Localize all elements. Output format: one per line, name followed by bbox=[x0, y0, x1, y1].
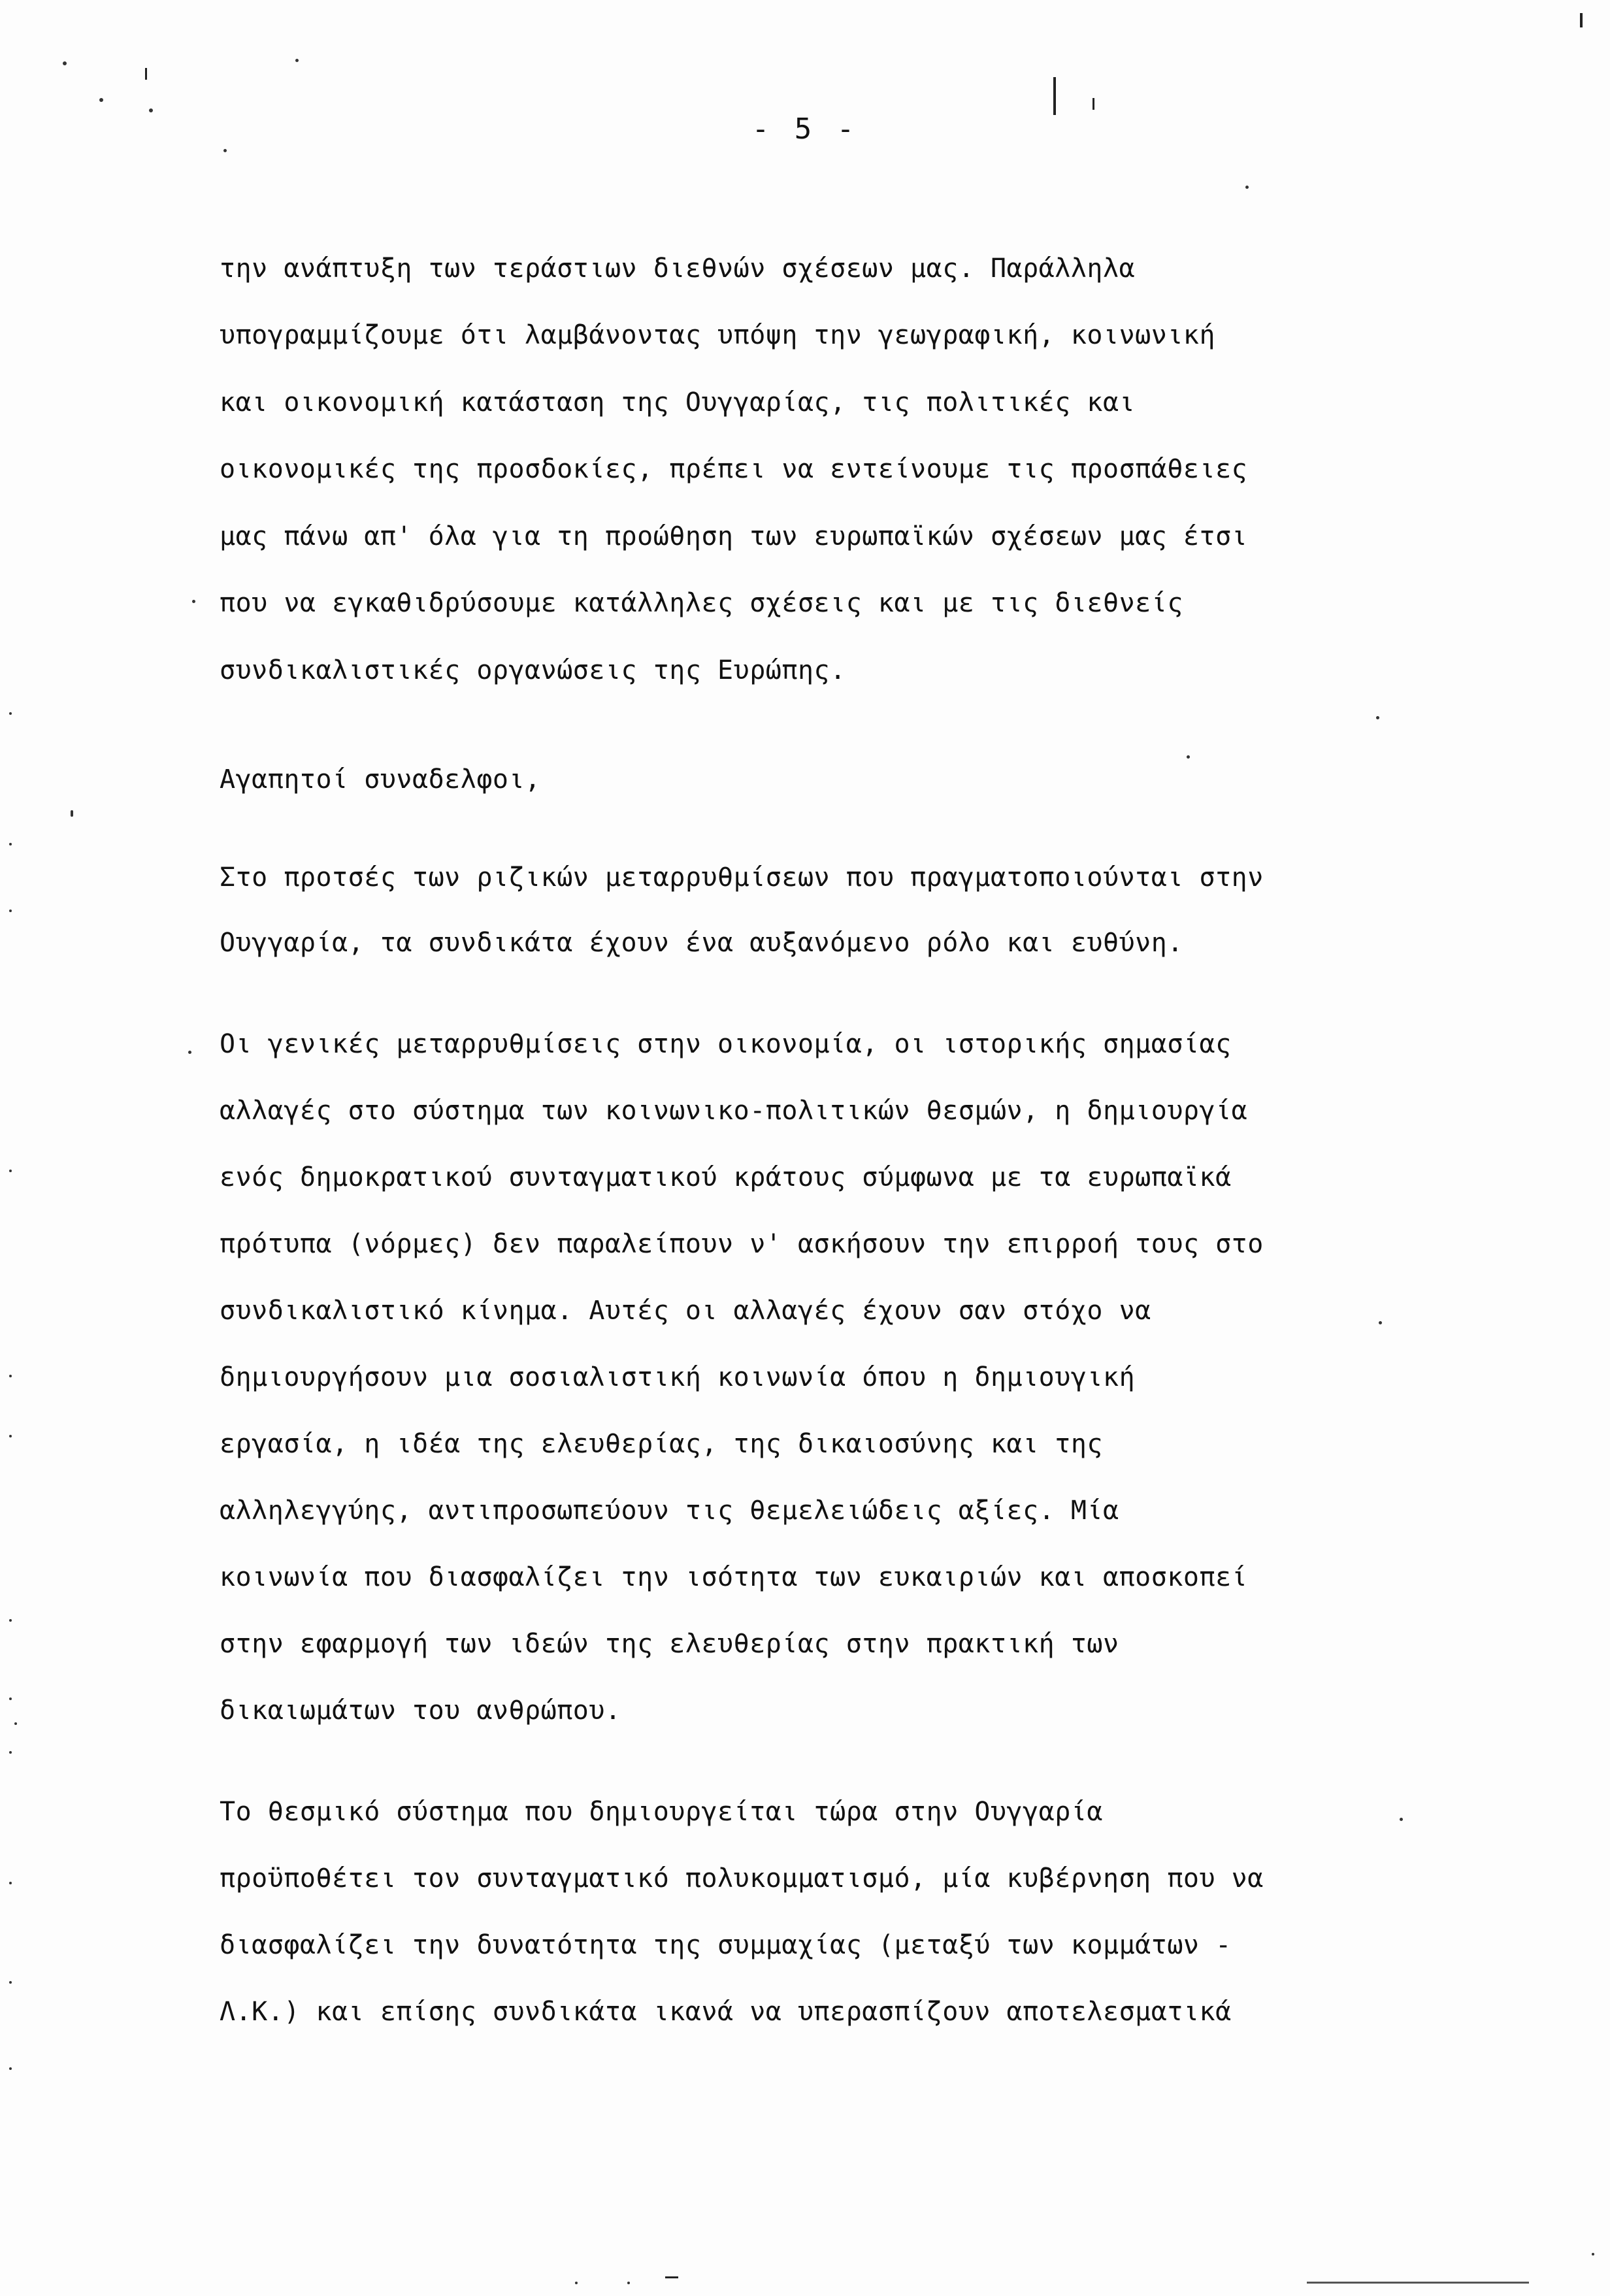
text-line: δικαιωμάτων του ανθρώπου. bbox=[220, 1696, 621, 1726]
text-line: την ανάπτυξη των τεράστιων διεθνών σχέσεων μας. Παράλληλα bbox=[220, 254, 1136, 284]
scan-speck bbox=[14, 1722, 17, 1725]
scan-speck bbox=[9, 1751, 12, 1754]
page-number: - 5 - bbox=[751, 112, 859, 146]
text-line: Λ.Κ.) και επίσης συνδικάτα ικανά να υπερασπίζουν αποτελεσματικά bbox=[220, 1997, 1232, 2027]
text-line: Στο προτσές των ριζικών μεταρρυθμίσεων που πραγματοποιούνται στην bbox=[220, 862, 1264, 893]
scan-speck bbox=[1187, 755, 1190, 759]
scan-mark bbox=[1053, 77, 1056, 115]
text-line: οικονομικές της προσδοκίες, πρέπει να εντείνουμε τις προσπάθειες bbox=[220, 454, 1248, 484]
scan-mark bbox=[665, 2276, 678, 2278]
scan-mark bbox=[1580, 13, 1583, 27]
text-line: Αγαπητοί συναδελφοι, bbox=[220, 764, 541, 795]
text-line: που να εγκαθιδρύσουμε κατάλληλες σχέσεις και με τις διεθνείς bbox=[220, 588, 1183, 618]
scan-speck bbox=[9, 1435, 12, 1437]
scan-speck bbox=[9, 1170, 12, 1172]
scan-speck bbox=[1245, 186, 1249, 189]
text-line: Ουγγαρία, τα συνδικάτα έχουν ένα αυξανόμενο ρόλο και ευθύνη. bbox=[220, 928, 1183, 958]
scan-speck bbox=[295, 59, 299, 62]
text-line: Το θεσμικό σύστημα που δημιουργείται τώρα στην Ουγγαρία bbox=[220, 1797, 1104, 1827]
text-line: συνδικαλιστικό κίνημα. Αυτές οι αλλαγές έχουν σαν στόχο να bbox=[220, 1296, 1151, 1326]
text-line: κοινωνία που διασφαλίζει την ισότητα των ευκαιριών και αποσκοπεί bbox=[220, 1562, 1248, 1592]
text-line: αλληλεγγύης, αντιπροσωπεύουν τις θεμελειώδεις αξίες. Μία bbox=[220, 1496, 1119, 1526]
scan-speck bbox=[1592, 2253, 1594, 2255]
scan-mark bbox=[1092, 98, 1094, 110]
text-line: προϋποθέτει τον συνταγματικό πολυκομματισμό, μία κυβέρνηση που να bbox=[220, 1863, 1264, 1894]
scan-speck bbox=[63, 61, 67, 65]
scan-speck bbox=[9, 2067, 12, 2070]
scan-speck bbox=[1400, 1818, 1403, 1821]
text-line: εργασία, η ιδέα της ελευθερίας, της δικαιοσύνης και της bbox=[220, 1429, 1104, 1459]
scan-speck bbox=[9, 1882, 12, 1884]
scan-speck bbox=[71, 810, 73, 817]
scan-speck bbox=[9, 1981, 12, 1984]
scan-speck bbox=[9, 910, 12, 912]
scan-speck bbox=[9, 712, 12, 715]
scan-speck bbox=[1376, 716, 1379, 719]
text-line: υπογραμμίζουμε ότι λαμβάνοντας υπόψη την γεωγραφική, κοινωνική bbox=[220, 320, 1216, 350]
text-line: στην εφαρμογή των ιδεών της ελευθερίας στην πρακτική των bbox=[220, 1629, 1119, 1659]
text-line: δημιουργήσουν μια σοσιαλιστική κοινωνία όπου η δημιουγική bbox=[220, 1362, 1136, 1392]
text-line: Οι γενικές μεταρρυθμίσεις στην οικονομία, οι ιστορικής σημασίας bbox=[220, 1029, 1232, 1059]
scan-speck bbox=[9, 1375, 12, 1377]
scan-speck bbox=[9, 1697, 12, 1700]
text-line: αλλαγές στο σύστημα των κοινωνικο-πολιτικών θεσμών, η δημιουργία bbox=[220, 1096, 1248, 1126]
scan-speck bbox=[223, 149, 227, 152]
scan-mark bbox=[1307, 2282, 1529, 2284]
scan-speck bbox=[188, 1051, 191, 1054]
text-line: συνδικαλιστικές οργανώσεις της Ευρώπης. bbox=[220, 655, 846, 685]
scan-speck bbox=[192, 600, 195, 603]
text-line: μας πάνω απ' όλα για τη προώθηση των ευρωπαϊκών σχέσεων μας έτσι bbox=[220, 521, 1248, 551]
scan-speck bbox=[627, 2282, 630, 2284]
scan-speck bbox=[9, 843, 12, 845]
scan-speck bbox=[1379, 1321, 1382, 1324]
text-line: και οικονομική κατάσταση της Ουγγαρίας, τις πολιτικές και bbox=[220, 387, 1136, 418]
text-line: διασφαλίζει την δυνατότητα της συμμαχίας (μεταξύ των κομμάτων - bbox=[220, 1930, 1232, 1960]
scan-mark bbox=[145, 68, 147, 80]
scan-speck bbox=[149, 108, 153, 112]
scan-speck bbox=[99, 98, 103, 102]
scan-speck bbox=[9, 1619, 12, 1622]
text-line: ενός δημοκρατικού συνταγματικού κράτους σύμφωνα με τα ευρωπαϊκά bbox=[220, 1162, 1232, 1192]
text-line: πρότυπα (νόρμες) δεν παραλείπουν ν' ασκήσουν την επιρροή τους στο bbox=[220, 1229, 1264, 1259]
scan-speck bbox=[575, 2282, 578, 2284]
